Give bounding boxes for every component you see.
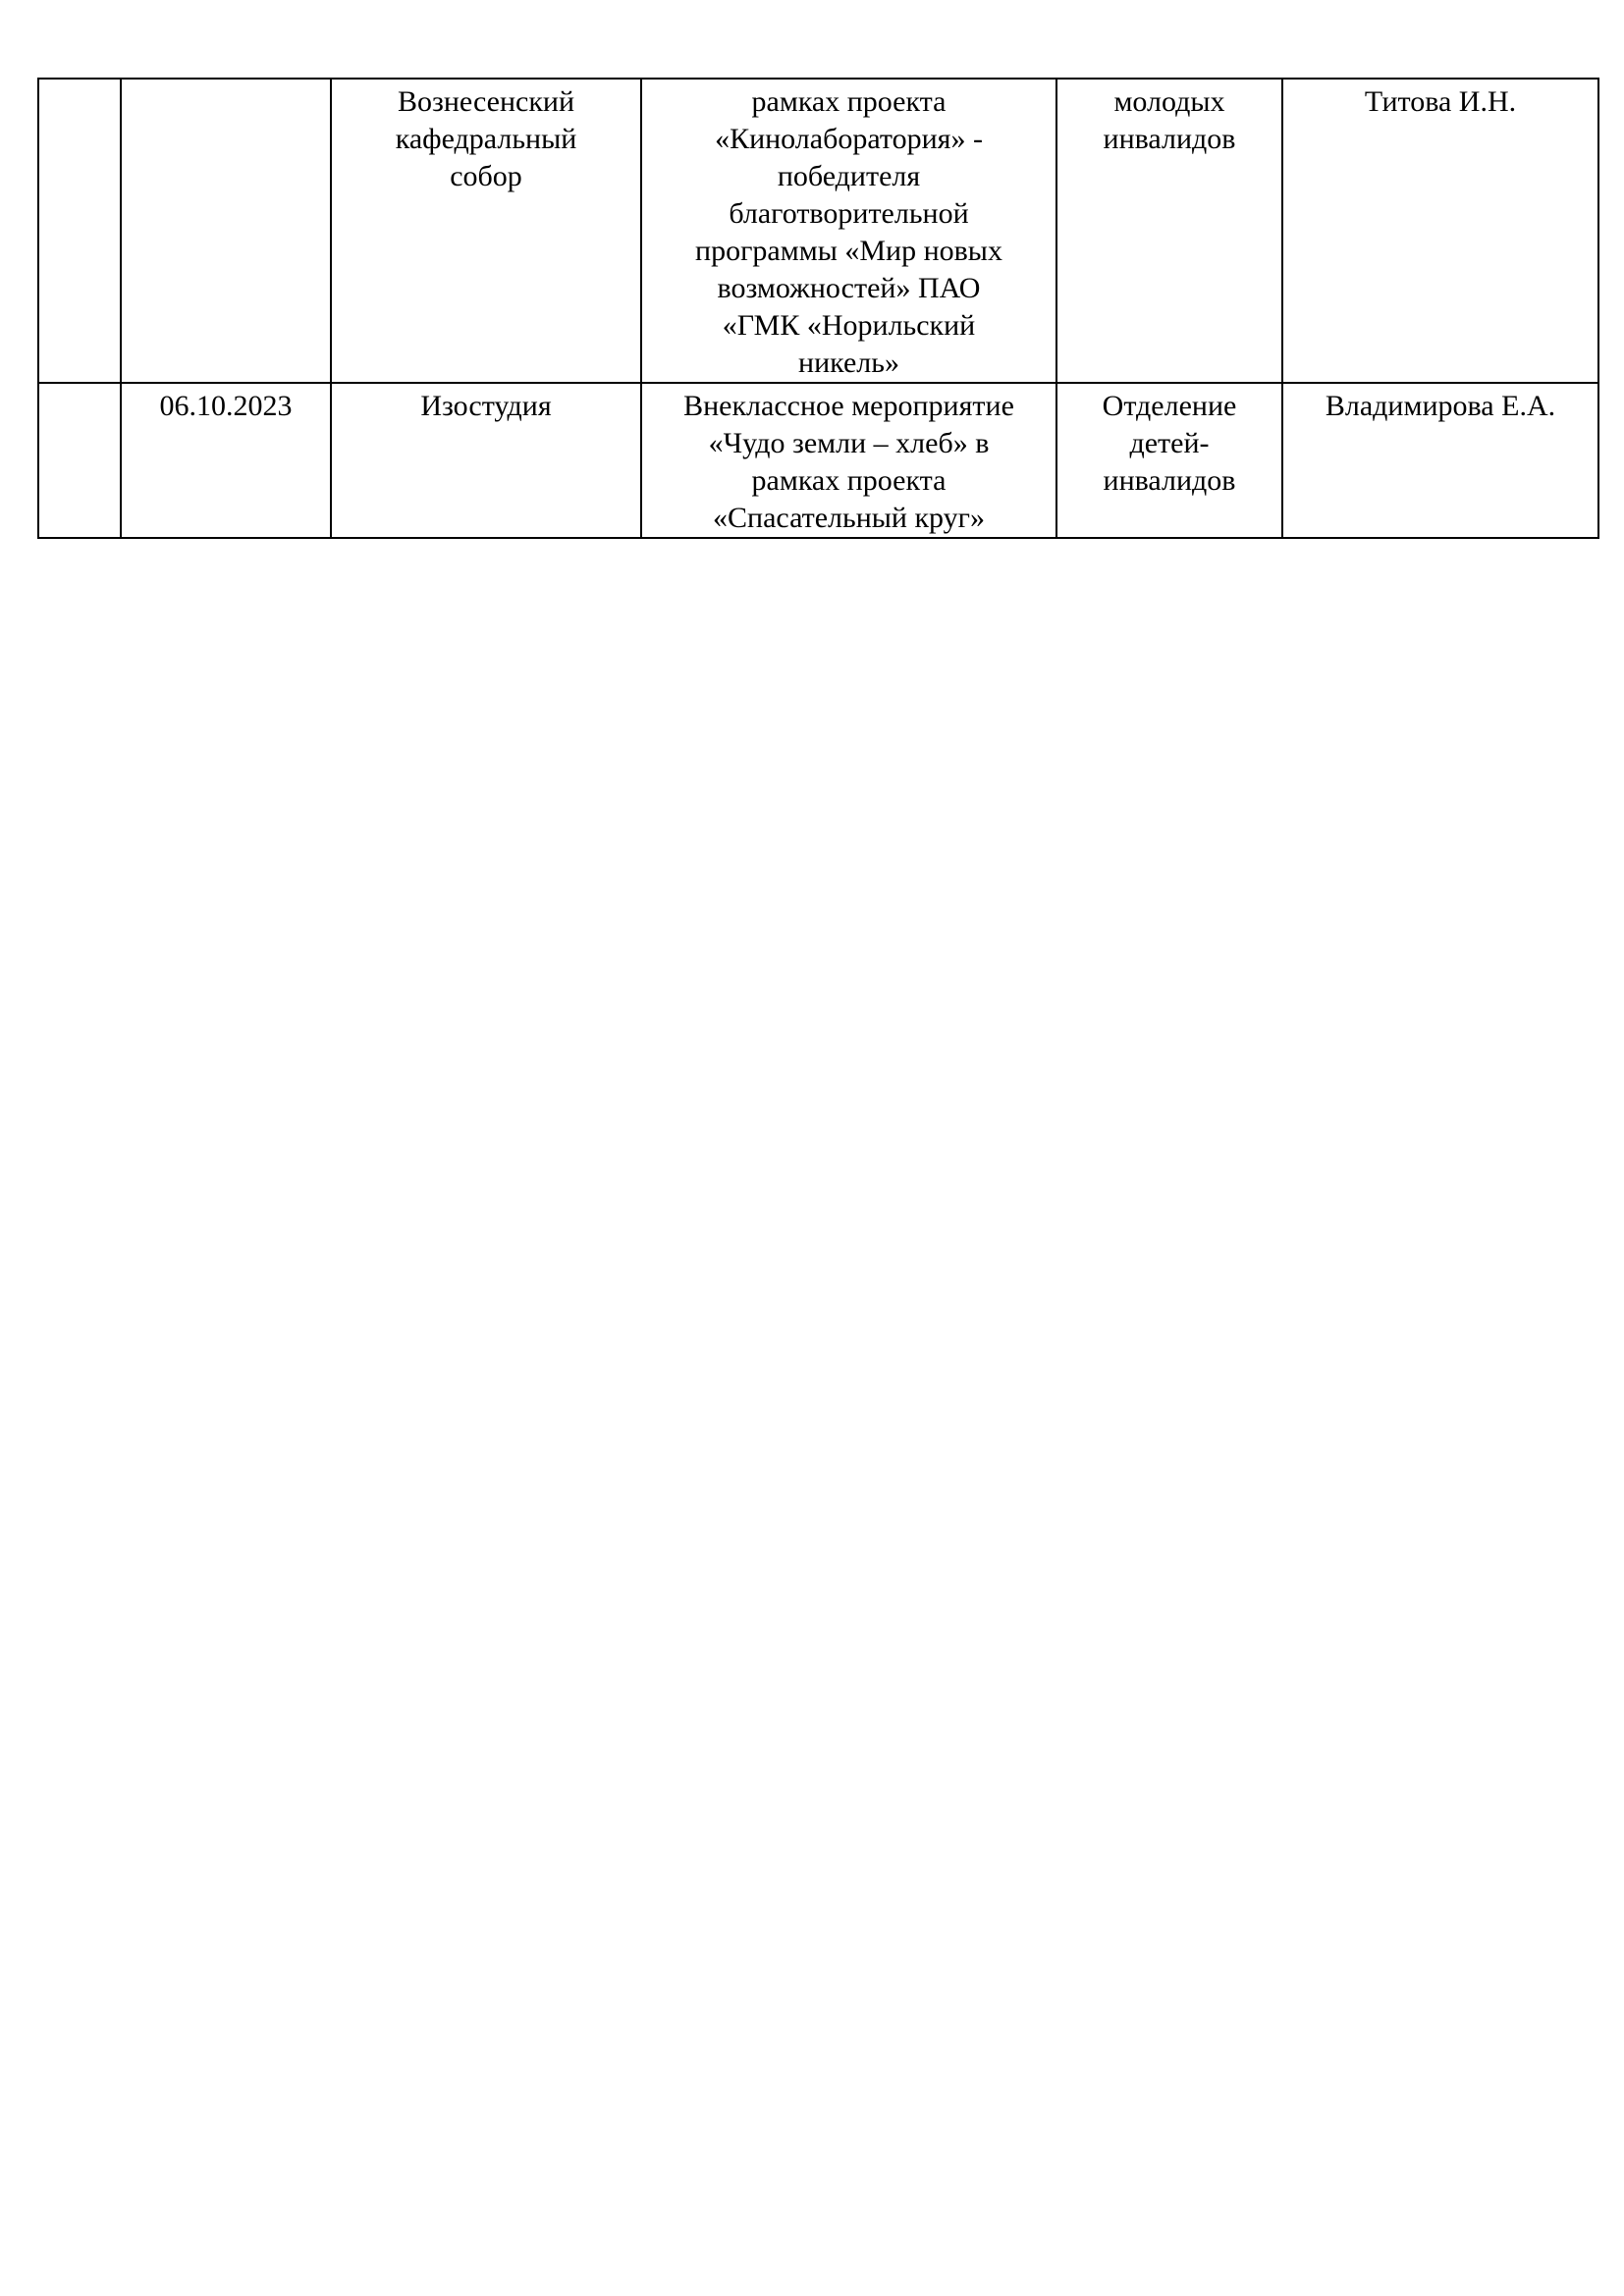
cell-event: Внеклассное мероприятие «Чудо земли – хлеб» в рамках проекта «Спасательный круг» <box>641 383 1056 538</box>
cell-place: Вознесенский кафедральный собор <box>331 79 641 383</box>
cell-number <box>38 383 121 538</box>
cell-date: 06.10.2023 <box>121 383 331 538</box>
cell-place: Изостудия <box>331 383 641 538</box>
events-table <box>37 78 1599 539</box>
cell-responsible: Титова И.Н. <box>1282 79 1598 383</box>
table-row <box>38 79 1598 383</box>
cell-event: рамках проекта «Кинолаборатория» - победителя благотворительной программы «Мир новых возможностей» ПАО «ГМК «Норильский никель» <box>641 79 1056 383</box>
cell-department: молодых инвалидов <box>1056 79 1282 383</box>
cell-responsible: Владимирова Е.А. <box>1282 383 1598 538</box>
cell-number <box>38 79 121 383</box>
cell-department: Отделение детей- инвалидов <box>1056 383 1282 538</box>
table-row <box>38 383 1598 538</box>
cell-date <box>121 79 331 383</box>
